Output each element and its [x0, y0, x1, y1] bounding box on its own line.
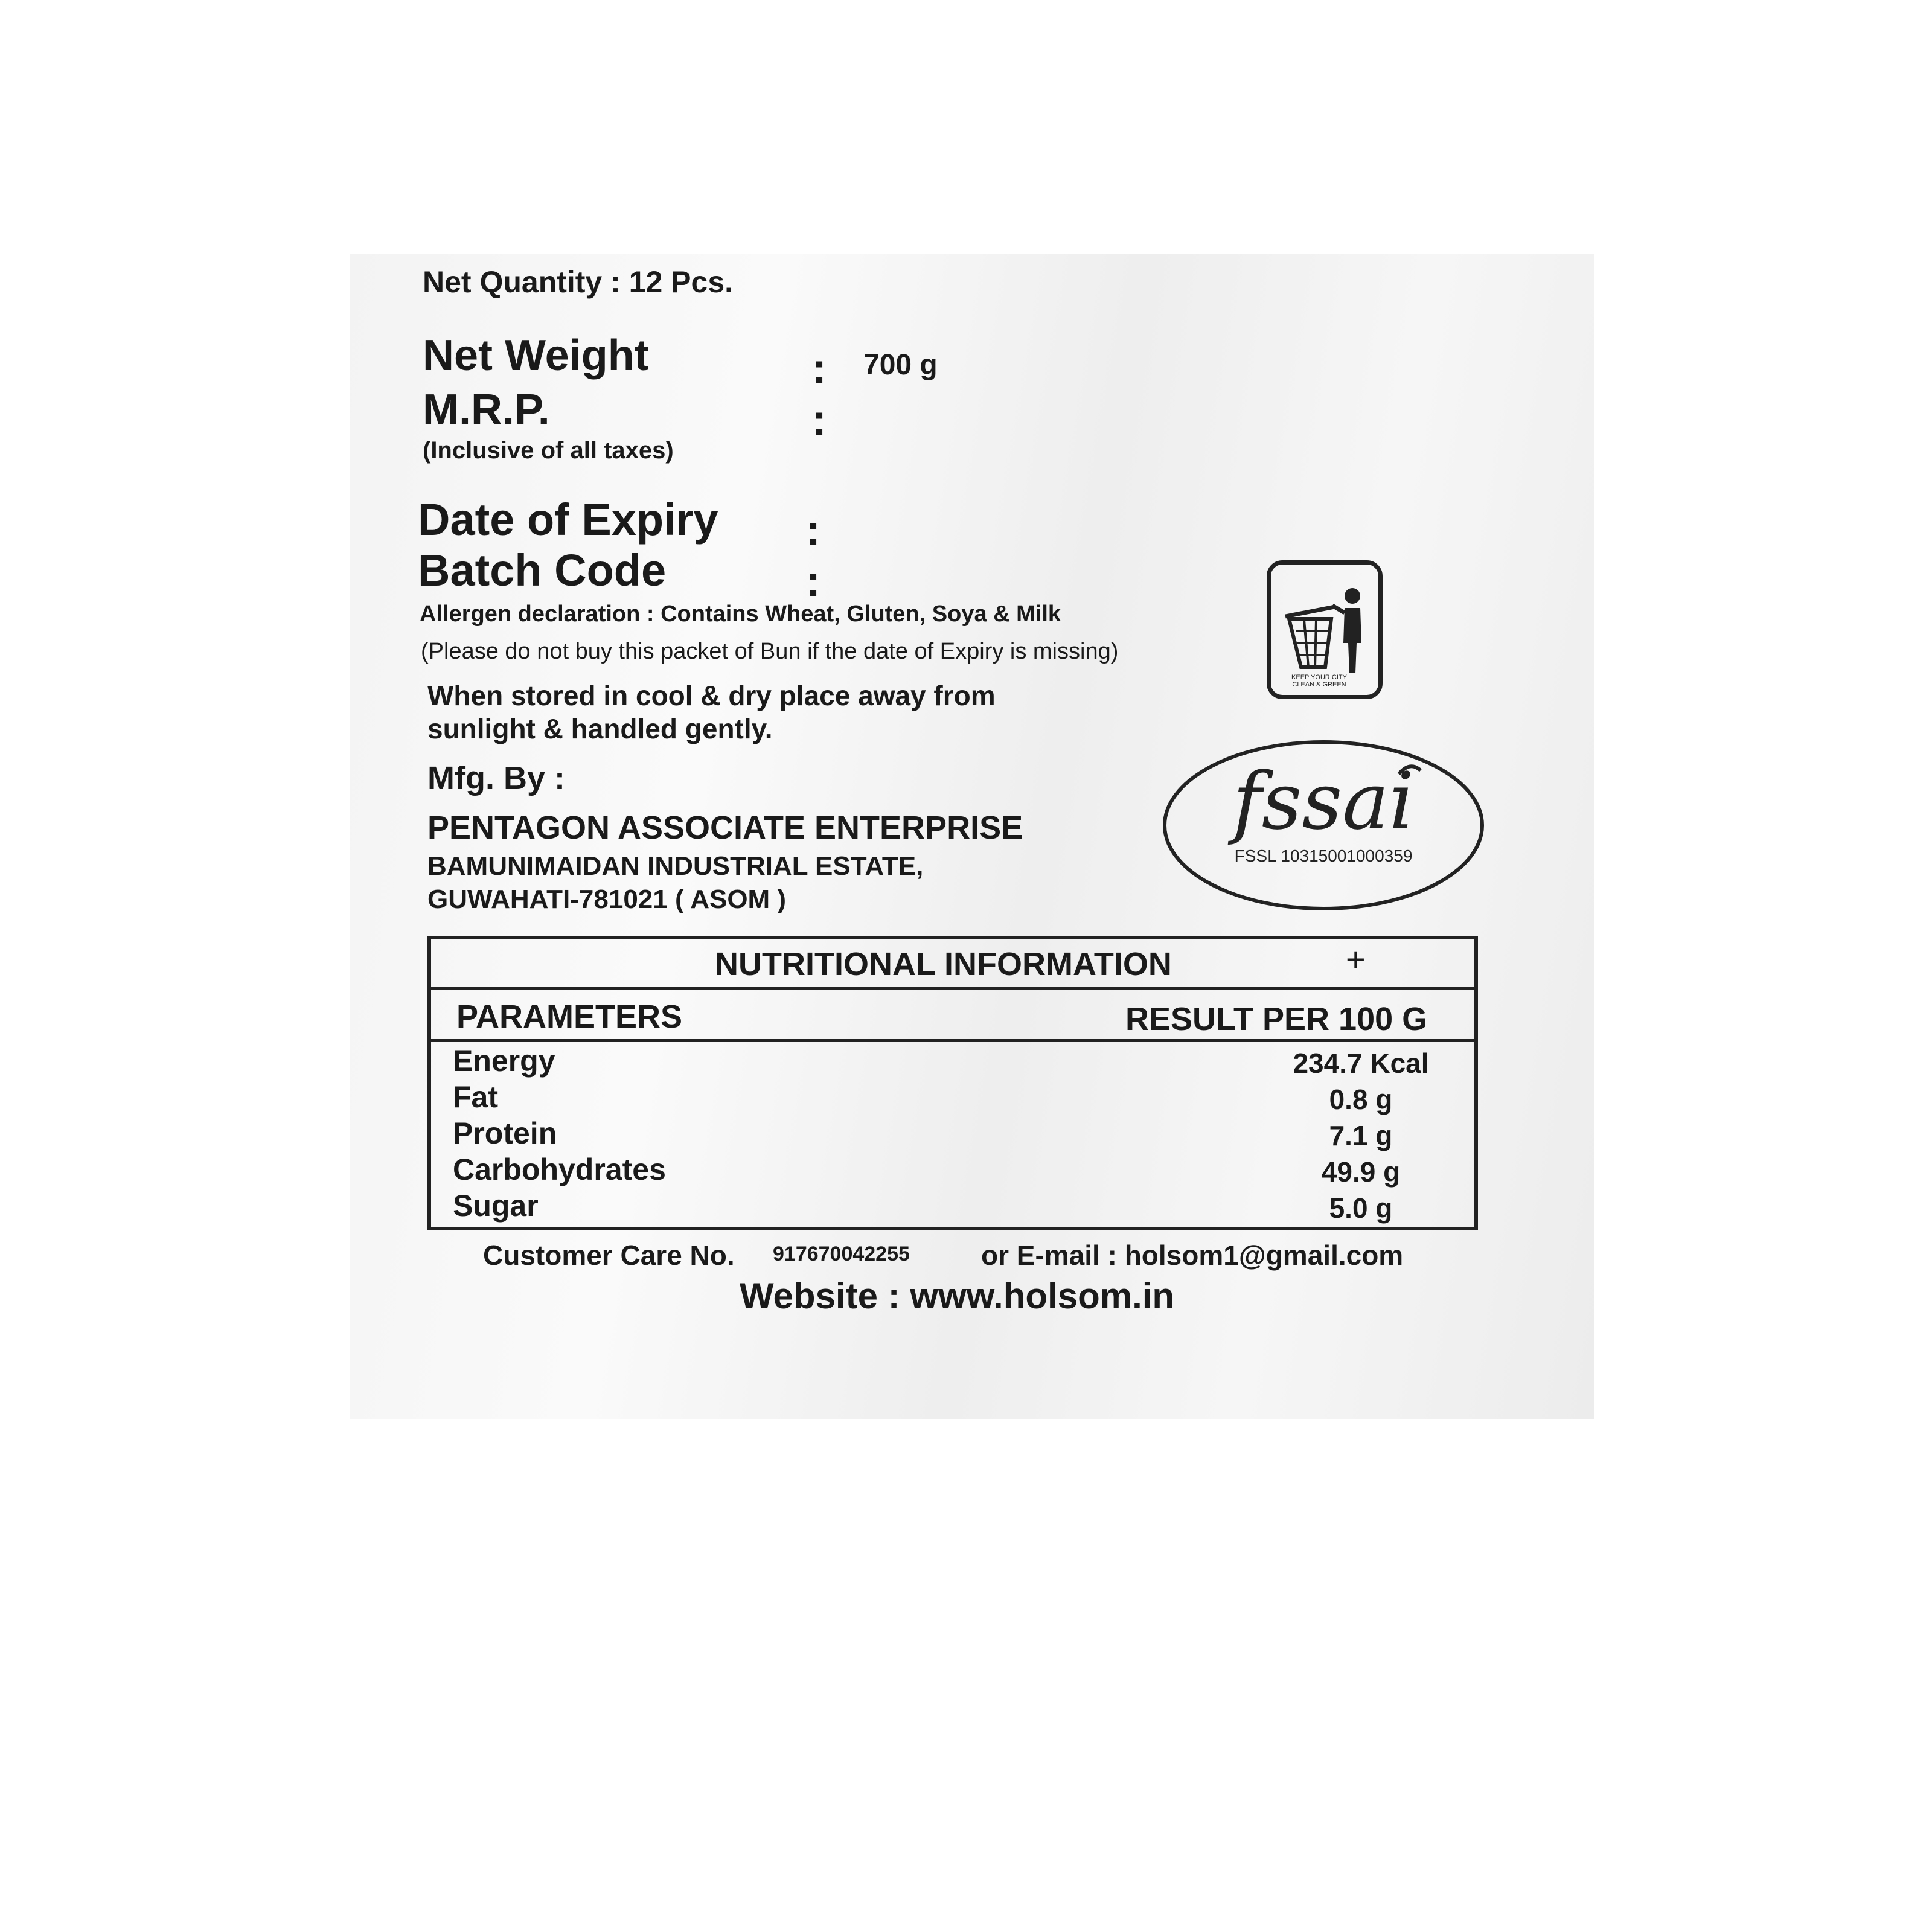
keep-city-clean-logo [1267, 560, 1383, 699]
fssai-logo [1160, 738, 1486, 913]
svg-text:FSSL 10315001000359: FSSL 10315001000359 [1234, 846, 1413, 865]
website: Website : www.holsom.in [740, 1276, 1175, 1316]
nutrient-name: Energy [453, 1044, 555, 1078]
nutrient-name: Protein [453, 1116, 557, 1150]
parameters-header: PARAMETERS [456, 999, 683, 1035]
nutrition-table [427, 936, 1478, 1230]
mrp-colon: : [812, 396, 827, 444]
allergen-declaration: Allergen declaration : Contains Wheat, Gluten, Soya & Milk [420, 601, 1061, 627]
table-row [431, 1043, 1474, 1080]
customer-care-email: or E-mail : holsom1@gmail.com [981, 1239, 1404, 1271]
nutrition-title: NUTRITIONAL INFORMATION [715, 946, 1172, 982]
batch-colon: : [806, 557, 820, 606]
registration-plus-mark: + [1346, 940, 1366, 978]
expiry-colon: : [806, 507, 820, 555]
table-row [431, 1188, 1474, 1224]
net-weight-value: 700 g [863, 349, 938, 381]
expiry-warning: (Please do not buy this packet of Bun if the date of Expiry is missing) [421, 639, 1119, 664]
svg-text:fssai: fssai [1232, 755, 1415, 847]
nutrition-body [431, 1043, 1474, 1224]
address-line2: GUWAHATI-781021 ( ASOM ) [427, 884, 787, 914]
svg-text:CLEAN & GREEN: CLEAN & GREEN [1292, 681, 1346, 688]
customer-care-label: Customer Care No. [483, 1239, 735, 1271]
mrp-note: (Inclusive of all taxes) [423, 437, 674, 464]
storage-instruction-line1: When stored in cool & dry place away from [427, 680, 996, 711]
mfg-label: Mfg. By : [427, 760, 565, 796]
nutrition-header-row [431, 990, 1474, 1042]
nutrient-name: Carbohydrates [453, 1153, 666, 1186]
table-row [431, 1152, 1474, 1188]
nutrient-value: 49.9 g [1321, 1156, 1401, 1188]
nutrient-name: Fat [453, 1080, 498, 1114]
batch-code-label: Batch Code [418, 545, 667, 595]
nutrition-title-row [431, 939, 1474, 990]
storage-instruction-line2: sunlight & handled gently. [427, 713, 773, 744]
customer-care-phone: 917670042255 [773, 1243, 910, 1265]
svg-text:KEEP YOUR CITY: KEEP YOUR CITY [1291, 674, 1347, 681]
company-name: PENTAGON ASSOCIATE ENTERPRISE [427, 810, 1023, 846]
nutrient-value: 7.1 g [1329, 1120, 1393, 1151]
mrp-label: M.R.P. [423, 386, 550, 434]
table-row [431, 1080, 1474, 1116]
expiry-label: Date of Expiry [418, 494, 718, 545]
address-line1: BAMUNIMAIDAN INDUSTRIAL ESTATE, [427, 851, 924, 881]
keep-city-clean-caption [1271, 672, 1380, 690]
table-row [431, 1116, 1474, 1152]
nutrient-name: Sugar [453, 1189, 539, 1223]
net-weight-colon: : [812, 345, 827, 393]
result-header: RESULT PER 100 G [1125, 1001, 1428, 1037]
nutrient-value: 0.8 g [1329, 1084, 1393, 1115]
nutrient-value: 5.0 g [1329, 1192, 1393, 1224]
net-quantity: Net Quantity : 12 Pcs. [423, 265, 734, 299]
net-weight-label: Net Weight [423, 331, 649, 380]
nutrient-value: 234.7 Kcal [1293, 1048, 1429, 1079]
